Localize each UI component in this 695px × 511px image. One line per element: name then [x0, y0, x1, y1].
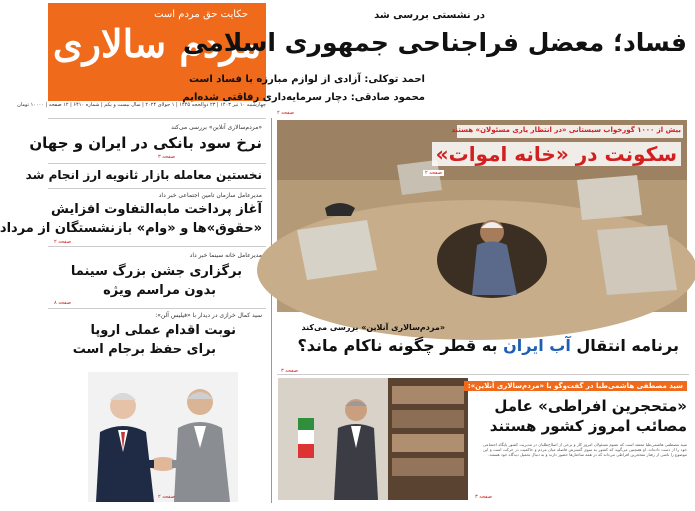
item3-title-2[interactable]: «حقوق»ها و «وام» بازنشستگان از مرداد	[0, 221, 262, 236]
water-page-ref: صفحه ۳	[281, 368, 298, 374]
feature-page-ref: صفحه ۲	[425, 170, 442, 176]
feature-title[interactable]: سکونت در «خانه اموات»	[432, 142, 681, 166]
item1-title[interactable]: نرخ سود بانکی در ایران و جهان	[29, 134, 262, 152]
water-kicker: «مردم‌سالاری آنلاین» بررسی می‌کند	[301, 323, 445, 332]
divider	[48, 188, 266, 189]
item3-title-1[interactable]: آغاز پرداخت مابه‌التفاوت افزایش	[51, 202, 262, 217]
divider	[277, 374, 689, 375]
item1-ref: صفحه ۳	[158, 154, 175, 160]
item4-title-2[interactable]: بدون مراسم ویژه	[103, 283, 216, 298]
main-headline[interactable]: فساد؛ معضل فراجناحی جمهوری اسلامی	[183, 28, 687, 57]
item4-ref: صفحه ۸	[54, 300, 71, 306]
interview-photo	[278, 378, 468, 500]
column-divider	[271, 118, 272, 503]
interview-page-ref: صفحه ۳	[475, 494, 492, 500]
main-sub-2: محمود صادقی: دچار سرمایه‌داری رفاقتی شده‌ایم	[182, 92, 425, 103]
divider	[48, 308, 266, 309]
item5-kicker: سید کمال خرازی در دیدار با «فیلیس آلن»:	[155, 312, 262, 319]
masthead-subtitle: حکایت حق مردم است	[154, 9, 248, 20]
divider	[48, 163, 266, 164]
divider	[48, 246, 266, 247]
water-title-part1: برنامه انتقال	[576, 336, 679, 355]
interview-body: سید مصطفی هاشمی‌طبا معتقد است که عموم مسئولان امروز کار و برخی از اصلاح‌طلبان در مدیریت کشور پایگاه اجتماعی خود را از دست داده‌اند. او همچنین می‌گوید که کشور به سوی گسترش فاصله میان مردم و حاکمیت در حرکت است و این موضوع را ناشی از رفتار متحجرین افراطی می‌داند که در همه ساختارها حضور دارند و به دنبال تحمیل دیدگاه خود هستند.	[483, 442, 687, 457]
interview-tag: سید مصطفی هاشمی‌طبا در گفت‌وگو با «مردم‌سالاری آنلاین»:	[464, 381, 687, 391]
item5-ref: صفحه ۲	[158, 494, 175, 500]
water-headline[interactable]	[297, 336, 679, 355]
left-column	[0, 118, 266, 503]
item5-title-2[interactable]: برای حفظ برجام است	[72, 342, 216, 357]
item1-kicker: «مردم‌سالاری آنلاین» بررسی می‌کند	[171, 124, 262, 131]
divider	[48, 118, 266, 119]
water-title-highlight: آب ایران	[503, 336, 571, 355]
item3-kicker: مدیرعامل سازمان تامین اجتماعی خبر داد	[158, 192, 262, 199]
item4-kicker: مدیرعامل خانه سینما خبر داد	[189, 252, 262, 259]
handshake-photo	[88, 372, 238, 502]
interview-title-2[interactable]: مصائب امروز کشور هستند	[489, 417, 687, 435]
item3-ref: صفحه ۲	[54, 239, 71, 245]
item2-title[interactable]: نخستین معامله بازار ثانویه ارز انجام شد	[25, 168, 262, 182]
water-title-part2: به قطر چگونه ناکام ماند؟	[297, 336, 498, 355]
main-kicker: در نشستی بررسی شد	[374, 10, 485, 21]
interview-title-1[interactable]: «متحجرین افراطی» عامل	[494, 397, 687, 415]
item4-title-1[interactable]: برگزاری جشن بزرگ سینما	[70, 264, 242, 279]
masthead-title: مردم سالاری	[52, 21, 262, 66]
main-sub-1: احمد توکلی: آزادی از لوازم مبارزه با فساد است	[188, 74, 425, 85]
item5-title-1[interactable]: نوبت اقدام عملی اروپا	[90, 323, 236, 338]
feature-kicker: بیش از ۱۰۰۰ گورخواب سیستانی «در انتظار یاری مسئولان» هستند	[451, 126, 681, 134]
dateline: چهارشنبه ۱۰ تیر ۱۴۰۳ | ۲۳ ذوالحجه ۱۴۴۵ | ۱ جولای ۲۰۲۴ | سال بیست و یکم | شماره ۶۴۱۰ | ۱۲ صفحه | ۱۰۰۰۰ تومان	[17, 102, 266, 108]
main-page-ref: صفحه ۲	[277, 110, 294, 116]
